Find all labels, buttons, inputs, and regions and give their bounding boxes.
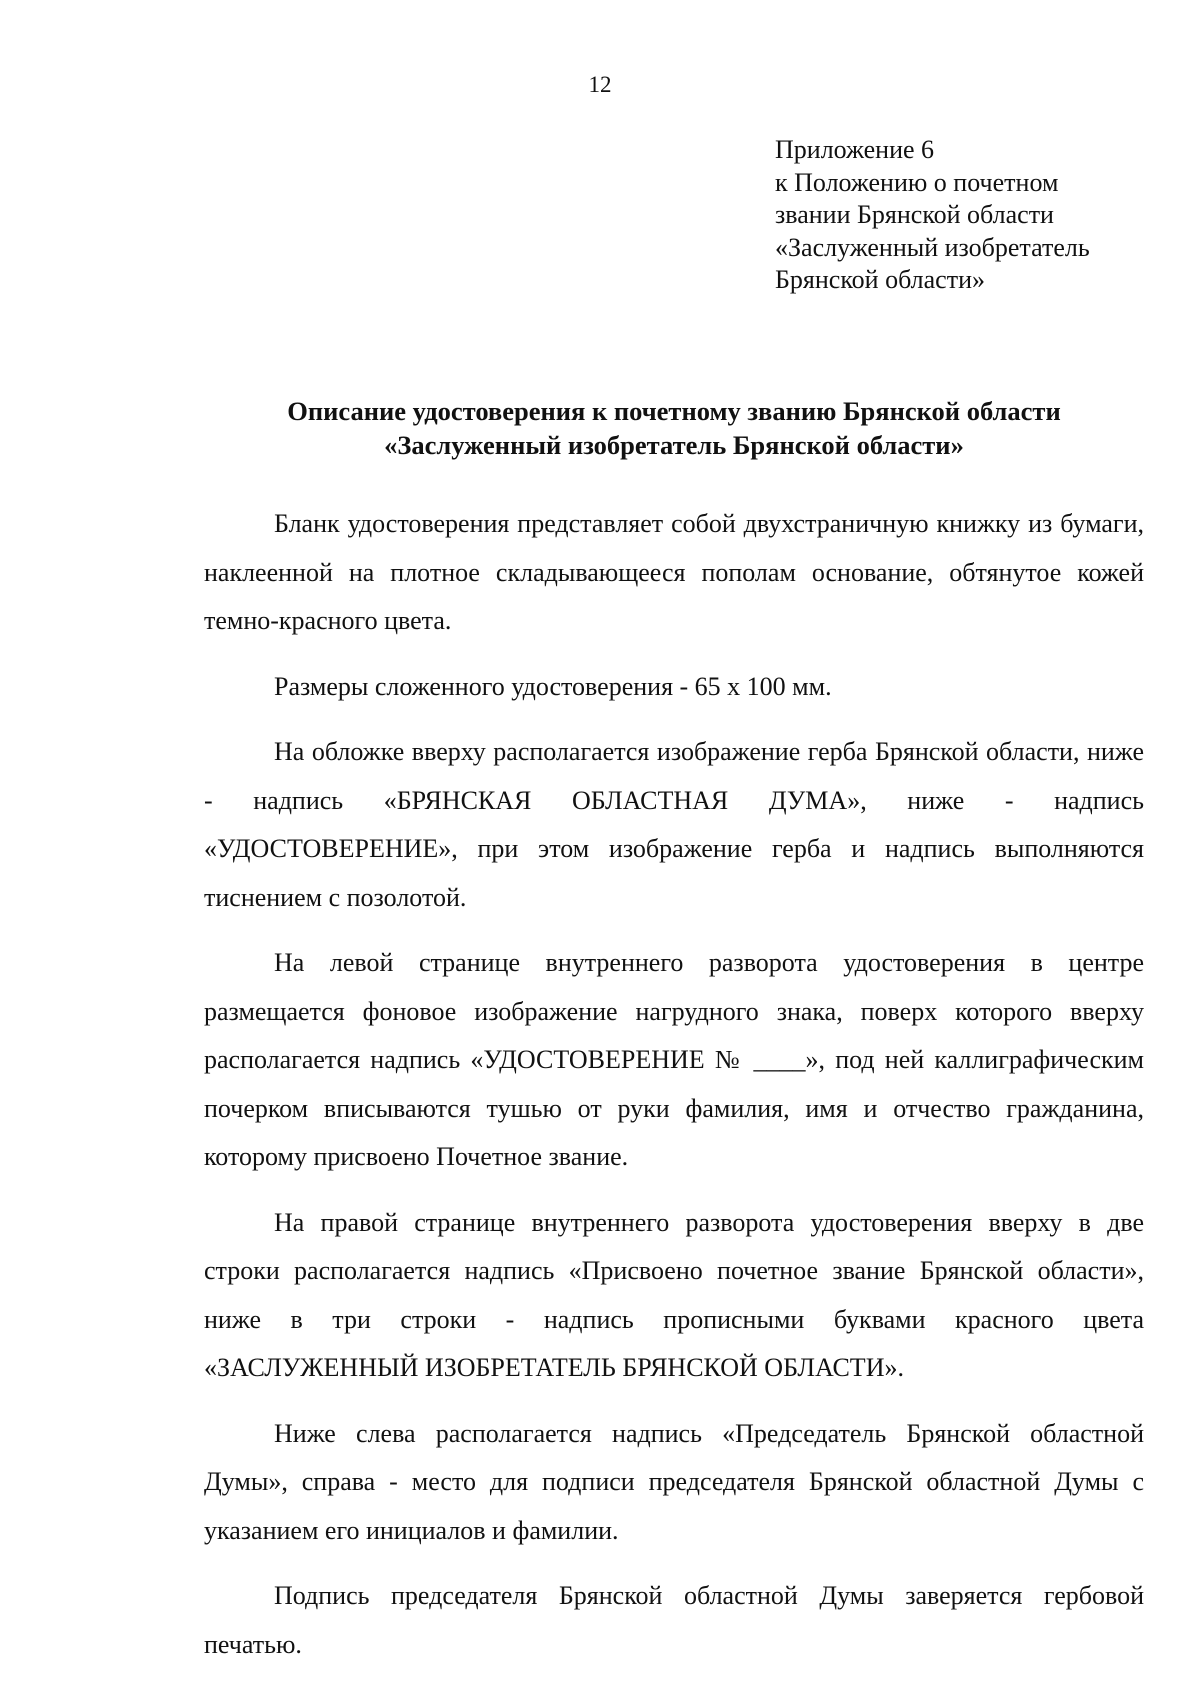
appendix-line: к Положению о почетном xyxy=(775,167,1059,197)
paragraph-blank-description: Бланк удостоверения представляет собой двухстраничную книжку из бумаги, наклеенной на плотное складывающееся пополам основание, обтянутое кожей темно-красного цвета. xyxy=(204,509,1144,635)
document-title xyxy=(204,394,1144,462)
paragraph-dimensions: Размеры сложенного удостоверения - 65 x 100 мм. xyxy=(274,671,832,701)
paragraph-cover: На обложке вверху располагается изображение герба Брянской области, ниже - надпись «БРЯНСКАЯ ОБЛАСТНАЯ ДУМА», ниже - надпись «УДОСТОВЕРЕНИЕ», при этом изображение герба и надпись выполняются тиснением с позолотой. xyxy=(204,737,1144,912)
appendix-line: «Заслуженный изобретатель xyxy=(775,232,1090,262)
paragraph-seal: Подпись председателя Брянской областной Думы заверяется гербовой печатью. xyxy=(204,1581,1144,1659)
paragraph-signature-place: Ниже слева располагается надпись «Председатель Брянской областной Думы», справа - место для подписи председателя Брянской областной Думы с указанием его инициалов и фамилии. xyxy=(204,1418,1144,1545)
appendix-line: Приложение 6 xyxy=(775,135,935,164)
paragraph-right-page: На правой странице внутреннего разворота удостоверения вверху в две строки располагается надпись «Присвоено почетное звание Брянской области», ниже в три строки - надпись прописными буквами красного цвета «ЗАСЛУЖЕННЫЙ ИЗОБРЕТАТЕЛЬ БРЯНСКОЙ ОБЛАСТИ». xyxy=(204,1207,1144,1382)
document-body xyxy=(204,500,1144,1686)
appendix-line: звании Брянской области xyxy=(775,200,1054,229)
appendix-line: Брянской области» xyxy=(775,265,985,294)
page-number: 12 xyxy=(588,72,612,97)
appendix-header xyxy=(775,134,1175,297)
title-line: Описание удостоверения к почетному званию Брянской области xyxy=(287,396,1061,426)
paragraph-left-page: На левой странице внутреннего разворота удостоверения в центре размещается фоновое изображение нагрудного знака, поверх которого вверху располагается надпись «УДОСТОВЕРЕНИЕ № ____», под ней каллиграфическим почерком вписываются тушью от руки фамилия, имя и отчество гражданина, которому присвоено Почетное звание. xyxy=(204,948,1144,1171)
title-line: «Заслуженный изобретатель Брянской области» xyxy=(384,430,964,460)
